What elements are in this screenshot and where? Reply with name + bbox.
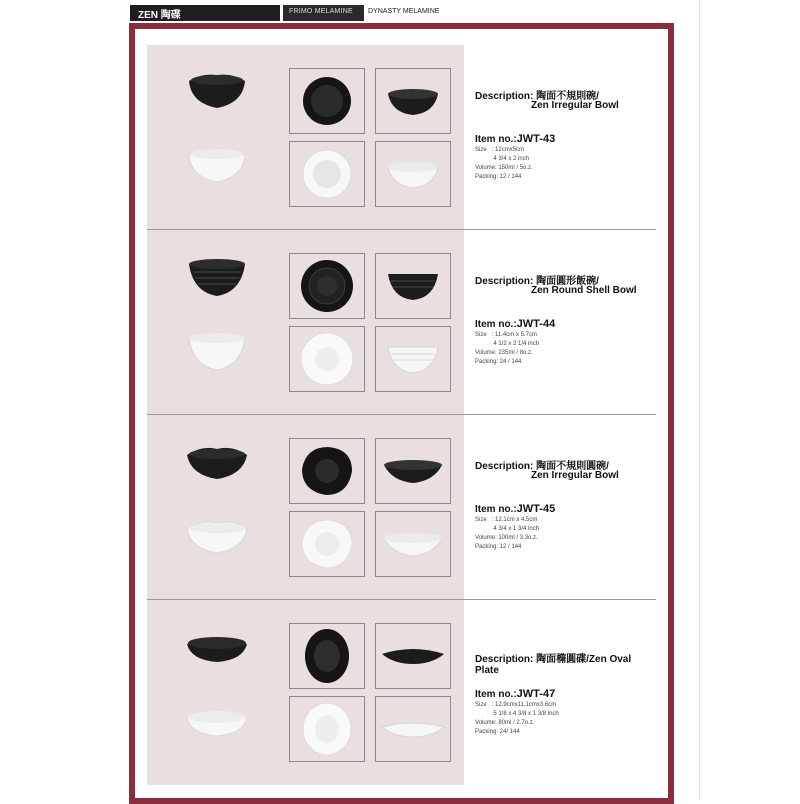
brand-tab-dynasty-label: DYNASTY MELAMINE (368, 8, 440, 15)
description-en: Zen Irregular Bowl (531, 470, 619, 481)
product-photo-box (289, 438, 365, 504)
item-label: Item no.: (475, 134, 517, 145)
size-imperial: 4 1/2 x 2 1/4 inch (493, 341, 540, 347)
description-cn: 陶面不規則碗/ (536, 91, 599, 102)
description-en: Zen Round Shell Bowl (531, 285, 637, 296)
product-photo-box (289, 623, 365, 689)
item-label: Item no.: (475, 689, 517, 700)
black-bowl-side-image (177, 63, 257, 123)
catalog-frame (129, 23, 674, 804)
volume-text: Volume: 100ml / 3.3o.z. (475, 535, 538, 541)
brand-tab-frimo (283, 5, 364, 21)
size-label: Size (475, 517, 487, 523)
description-label: Description: (475, 276, 534, 287)
product-photo-box (289, 696, 365, 762)
packing-text: Packing: 12 / 144 (475, 174, 522, 180)
item-code: JWT-47 (516, 688, 556, 700)
product-specs (475, 701, 559, 737)
description-en: Zen Irregular Bowl (531, 100, 619, 111)
item-number (475, 688, 555, 700)
product-description (475, 272, 637, 296)
product-photo-box (289, 68, 365, 134)
product-section (147, 45, 656, 230)
description-cn: 陶面不規則圓碗/ (536, 461, 609, 472)
product-photo-box (375, 141, 451, 207)
product-specs (475, 516, 539, 552)
series-tab (130, 5, 280, 21)
description-cn: 陶面橢圓碟/Zen Oval Plate (475, 654, 632, 676)
size-metric: : 12cmx5cm (491, 147, 525, 153)
size-metric: : 11.4cm x 5.7cm (491, 332, 537, 338)
black-plate-angle-image (376, 624, 450, 688)
volume-text: Volume: 150ml / 5o.z. (475, 165, 533, 171)
product-specs (475, 331, 539, 367)
item-number (475, 503, 555, 515)
size-imperial: 5 1/8 x 4 3/8 x 1 3/8 inch (493, 711, 559, 717)
white-plate-angle-image (376, 697, 450, 761)
white-bowl-angle-image (376, 142, 450, 206)
product-section (147, 415, 656, 600)
black-bowl-angle-image (376, 254, 450, 318)
item-number (475, 318, 555, 330)
size-imperial: 4 3/4 x 1 3/4 inch (493, 526, 540, 532)
black-bowl-side-image (177, 435, 257, 495)
series-title: ZEN 陶碟 (138, 10, 181, 21)
item-code: JWT-45 (516, 503, 556, 515)
size-imperial: 4 3/4 x 2 inch (493, 156, 530, 162)
size-label: Size (475, 332, 487, 338)
black-bowl-angle-image (376, 439, 450, 503)
page-edge-line (699, 0, 700, 800)
black-plate-top-image (290, 624, 364, 688)
brand-tab-frimo-label: FRIMO MELAMINE (289, 8, 353, 15)
white-bowl-top-image (290, 512, 364, 576)
size-metric: : 12.9cmx11.1cmx3.6cm (491, 702, 557, 708)
product-photo-box (289, 141, 365, 207)
product-description (475, 457, 619, 481)
item-number (475, 133, 555, 145)
volume-text: Volume: 235ml / 8o.z. (475, 350, 533, 356)
white-bowl-angle-image (376, 327, 450, 391)
item-code: JWT-43 (516, 133, 556, 145)
black-bowl-side-image (177, 248, 257, 308)
packing-text: Packing: 24 / 144 (475, 359, 522, 365)
white-plate-side-image (177, 696, 257, 756)
product-photo-box (375, 511, 451, 577)
black-bowl-angle-image (376, 69, 450, 133)
description-label: Description: (475, 91, 534, 102)
product-specs (475, 146, 533, 182)
product-photo-box (375, 253, 451, 319)
white-bowl-side-image (177, 322, 257, 382)
packing-text: Packing: 24/ 144 (475, 729, 520, 735)
black-bowl-top-image (290, 254, 364, 318)
item-label: Item no.: (475, 319, 517, 330)
description-cn: 陶面圓形飯碗/ (536, 276, 599, 287)
product-photo-box (375, 438, 451, 504)
white-bowl-top-image (290, 327, 364, 391)
description-label: Description: (475, 461, 534, 472)
size-label: Size (475, 702, 487, 708)
product-photo-box (375, 696, 451, 762)
product-photo-box (375, 623, 451, 689)
product-photo-box (289, 511, 365, 577)
product-photo-box (375, 326, 451, 392)
size-metric: : 12.1cm x 4.5cm (491, 517, 538, 523)
product-photo-box (375, 68, 451, 134)
product-section (147, 600, 656, 785)
black-bowl-top-image (290, 439, 364, 503)
volume-text: Volume: 80ml / 2.7o.z. (475, 720, 535, 726)
item-label: Item no.: (475, 504, 517, 515)
description-label: Description: (475, 654, 534, 665)
white-bowl-top-image (290, 142, 364, 206)
black-plate-side-image (177, 622, 257, 682)
product-description (475, 87, 619, 111)
white-bowl-side-image (177, 509, 257, 569)
size-label: Size (475, 147, 487, 153)
product-photo-box (289, 253, 365, 319)
item-code: JWT-44 (516, 318, 556, 330)
packing-text: Packing: 12 / 144 (475, 544, 522, 550)
white-bowl-angle-image (376, 512, 450, 576)
white-plate-top-image (290, 697, 364, 761)
product-description (475, 650, 656, 676)
product-photo-box (289, 326, 365, 392)
product-section (147, 230, 656, 415)
header-bar (130, 5, 700, 21)
white-bowl-side-image (177, 137, 257, 197)
black-bowl-top-image (290, 69, 364, 133)
